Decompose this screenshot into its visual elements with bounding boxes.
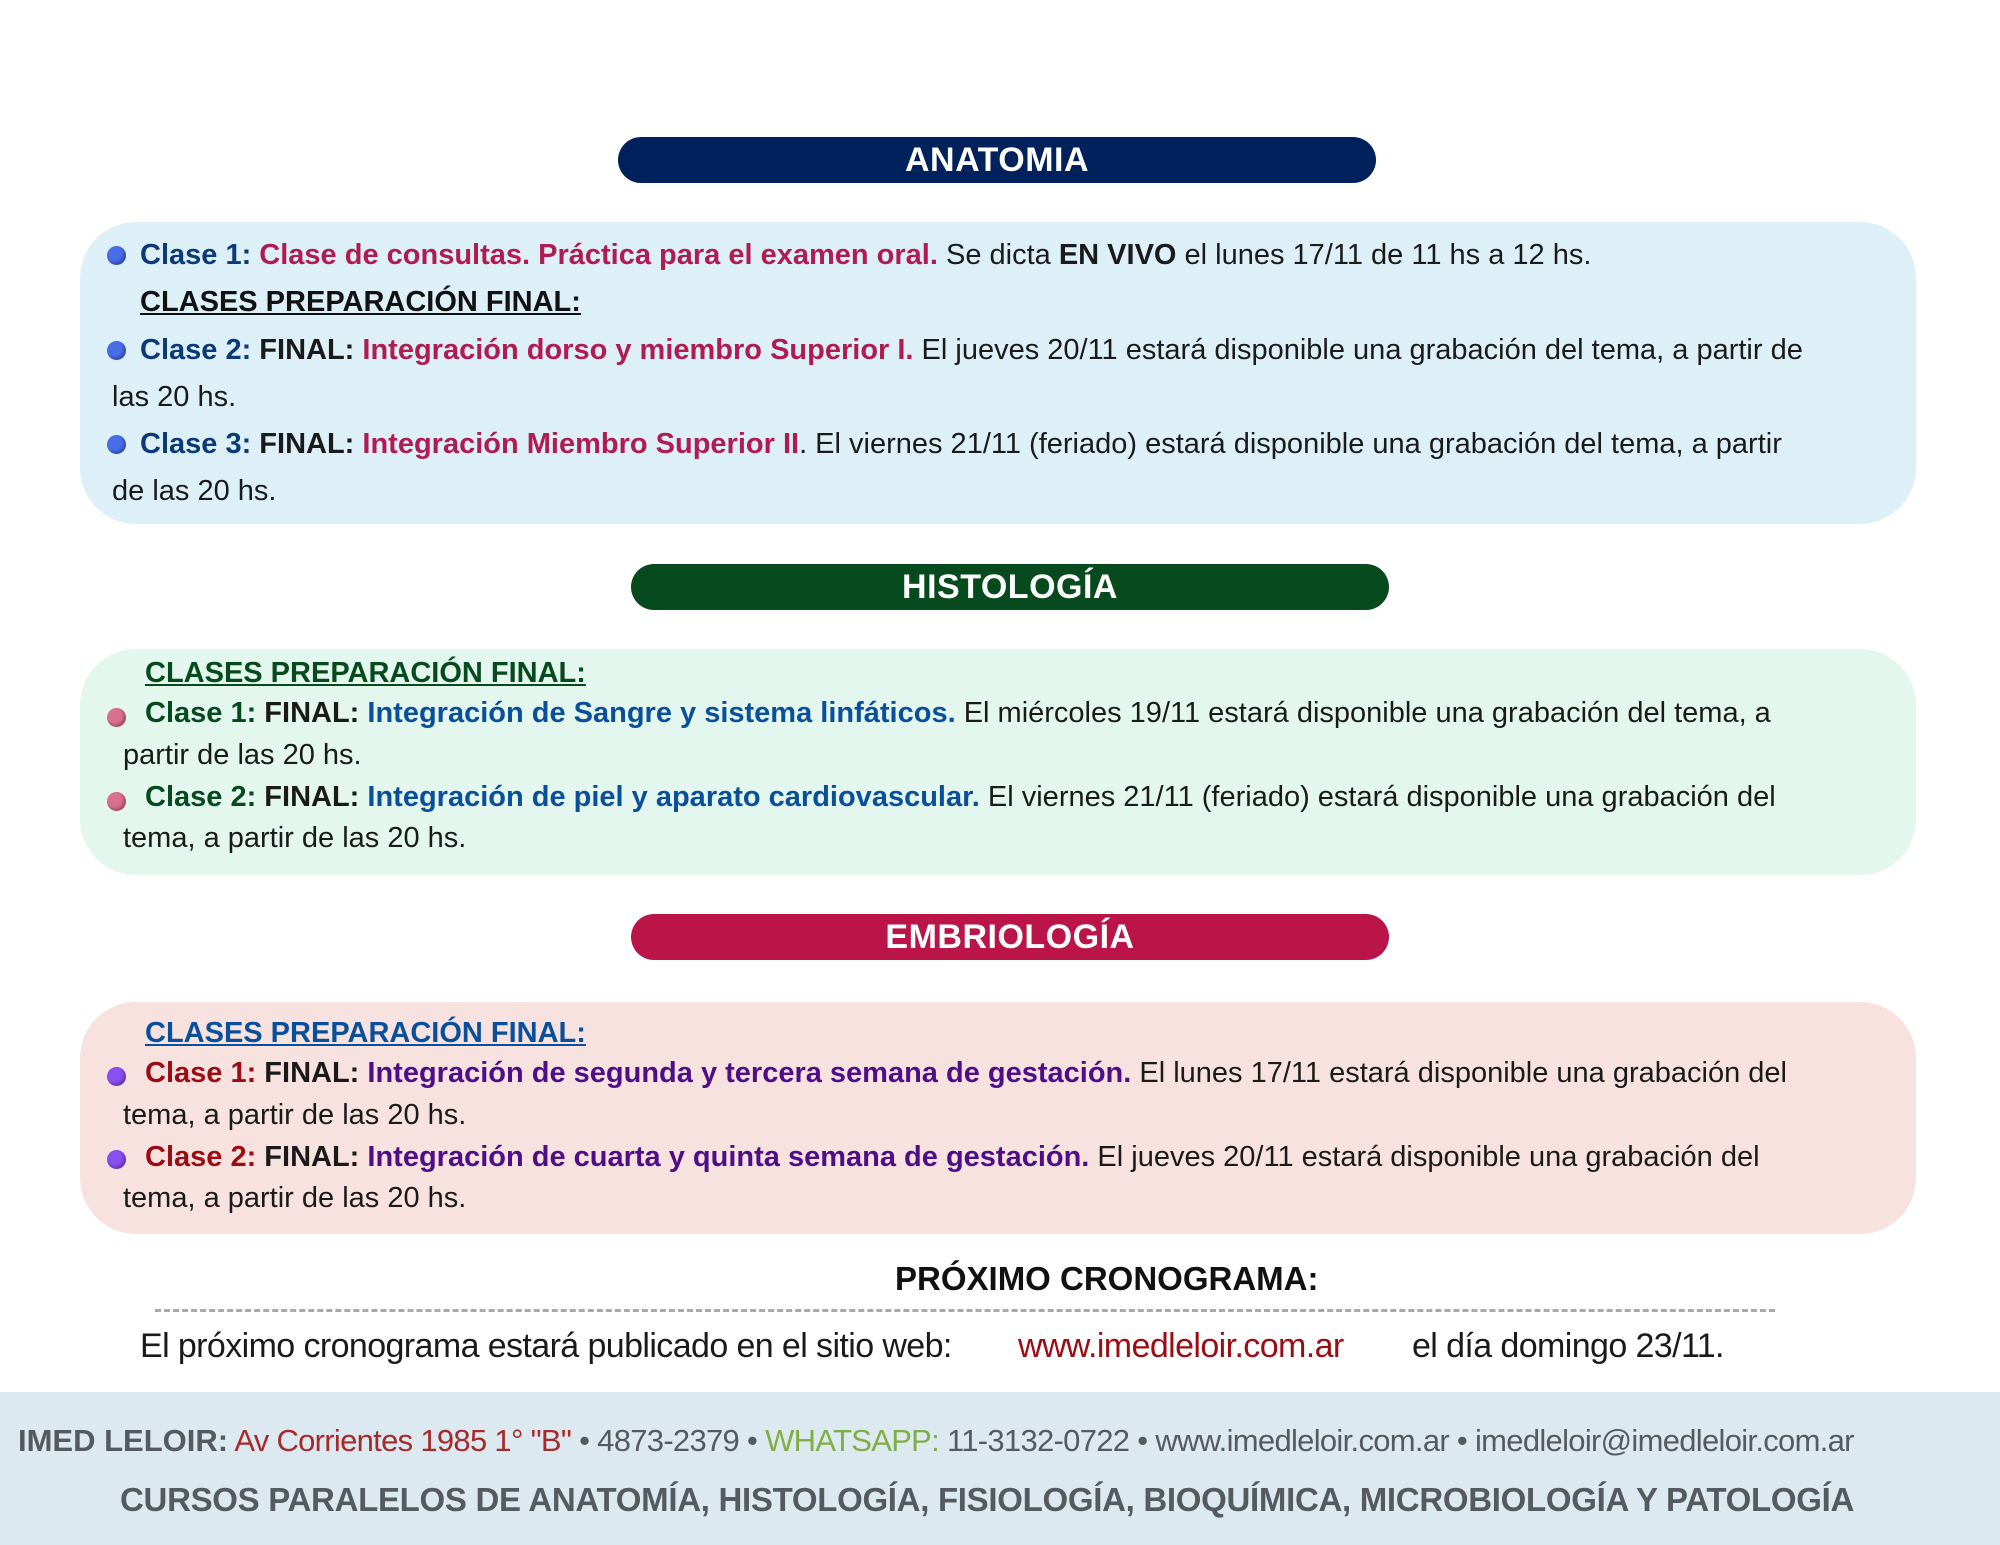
footer: [0, 1392, 2000, 1545]
histologia-header: [631, 564, 1389, 610]
final-label: FINAL:: [256, 1057, 360, 1089]
clase-text: El miércoles 19/11 estará disponible una grabación del tema, a: [955, 697, 1771, 729]
cronograma-heading: [895, 1259, 1319, 1299]
subheading-text: CLASES PREPARACIÓN FINAL:: [140, 286, 581, 318]
purple-dot-icon: [107, 1150, 126, 1169]
final-label: FINAL:: [251, 428, 355, 460]
clase-topic: Clase de consultas. Práctica para el examen oral.: [259, 239, 938, 271]
clase-label: Clase 1:: [145, 1057, 257, 1089]
pink-dot-icon: [107, 792, 126, 811]
clase-topic: Integración de piel y aparato cardiovascular.: [359, 781, 980, 813]
histologia-clase-2: [145, 777, 1776, 817]
anatomia-clase-3-cont: [112, 471, 276, 511]
final-label: FINAL:: [256, 697, 360, 729]
pink-dot-icon: [107, 708, 126, 727]
clase-label: Clase 1:: [145, 697, 257, 729]
en-vivo-label: EN VIVO: [1058, 239, 1177, 271]
clase-label: Clase 2:: [145, 1141, 257, 1173]
footer-phone: • 4873-2379 •: [571, 1423, 758, 1458]
blue-dot-icon: [107, 435, 126, 454]
anatomia-clase-2-cont: [112, 377, 236, 417]
embriologia-clase-2: [145, 1137, 1760, 1177]
clase-text: tema, a partir de las 20 hs.: [123, 1099, 467, 1131]
subheading-text: CLASES PREPARACIÓN FINAL:: [145, 1017, 586, 1049]
anatomia-title: ANATOMIA: [904, 140, 1090, 179]
cronograma-text-2: el día domingo 23/11.: [1412, 1327, 1724, 1365]
clase-text: El viernes 21/11 (feriado) estará disponible una grabación del: [979, 781, 1776, 813]
anatomia-header: [618, 137, 1376, 183]
clase-label: Clase 3:: [140, 428, 252, 460]
final-label: FINAL:: [251, 334, 355, 366]
footer-address: Av Corrientes 1985 1° "B": [234, 1423, 572, 1458]
blue-dot-icon: [107, 246, 126, 265]
clase-topic: Integración dorso y miembro Superior I.: [354, 334, 914, 366]
clase-topic: Integración de segunda y tercera semana de gestación.: [359, 1057, 1132, 1089]
website-link[interactable]: www.imedleloir.com.ar: [1018, 1327, 1344, 1365]
clase-label: Clase 2:: [140, 334, 252, 366]
anatomia-clase-1: [140, 235, 1591, 275]
clase-label: Clase 2:: [145, 781, 257, 813]
clase-text: El jueves 20/11 estará disponible una grabación del tema, a partir de: [913, 334, 1803, 366]
footer-courses-text: CURSOS PARALELOS DE ANATOMÍA, HISTOLOGÍA, FISIOLOGÍA, BIOQUÍMICA, MICROBIOLOGÍA Y PATOLOGÍA: [120, 1481, 1854, 1518]
clase-topic: Integración de cuarta y quinta semana de gestación.: [359, 1141, 1090, 1173]
clase-text: el lunes 17/11 de 11 hs a 12 hs.: [1176, 239, 1592, 271]
clase-text: Se dicta: [937, 239, 1059, 271]
footer-whatsapp-label: WHATSAPP:: [757, 1423, 940, 1458]
histologia-clase-2-cont: [123, 818, 466, 858]
cronograma-date: [1412, 1325, 1724, 1367]
footer-whatsapp: 11-3132-0722 • www.imedleloir.com.ar • imedleloir@imedleloir.com.ar: [939, 1423, 1854, 1458]
blue-dot-icon: [107, 341, 126, 360]
clase-topic: Integración Miembro Superior II: [354, 428, 800, 460]
footer-courses: [120, 1479, 1854, 1521]
histologia-clase-1-cont: [123, 735, 362, 775]
embriologia-header: [631, 914, 1389, 960]
footer-brand: IMED LELOIR:: [18, 1423, 229, 1458]
anatomia-subheading: [140, 282, 581, 322]
final-label: FINAL:: [256, 1141, 360, 1173]
purple-dot-icon: [107, 1067, 126, 1086]
clase-text: tema, a partir de las 20 hs.: [123, 1182, 467, 1214]
clase-text: tema, a partir de las 20 hs.: [123, 822, 467, 854]
footer-contact: [18, 1421, 1854, 1461]
embriologia-subheading: [145, 1013, 586, 1053]
embriologia-clase-1-cont: [123, 1095, 466, 1135]
subheading-text: CLASES PREPARACIÓN FINAL:: [145, 657, 586, 689]
cronograma-text: [140, 1325, 952, 1367]
dashed-divider: [155, 1309, 1775, 1312]
clase-text: de las 20 hs.: [112, 475, 277, 507]
cronograma-text-1: El próximo cronograma estará publicado en el sitio web:: [140, 1327, 952, 1365]
clase-text: El lunes 17/11 estará disponible una grabación del: [1131, 1057, 1787, 1089]
embriologia-clase-1: [145, 1053, 1787, 1093]
histologia-title: HISTOLOGÍA: [902, 567, 1118, 606]
clase-text: partir de las 20 hs.: [123, 739, 362, 771]
histologia-clase-1: [145, 693, 1771, 733]
cronograma-heading-text: PRÓXIMO CRONOGRAMA:: [895, 1260, 1319, 1297]
histologia-subheading: [145, 653, 586, 693]
embriologia-clase-2-cont: [123, 1178, 466, 1218]
clase-text: . El viernes 21/11 (feriado) estará disponible una grabación del tema, a partir: [799, 428, 1782, 460]
cronograma-link-wrap: [1018, 1325, 1344, 1367]
final-label: FINAL:: [256, 781, 360, 813]
clase-text: El jueves 20/11 estará disponible una grabación del: [1089, 1141, 1760, 1173]
anatomia-clase-2: [140, 330, 1803, 370]
anatomia-clase-3: [140, 424, 1782, 464]
clase-label: Clase 1:: [140, 239, 252, 271]
embriologia-title: EMBRIOLOGÍA: [885, 917, 1135, 956]
clase-topic: Integración de Sangre y sistema linfáticos.: [359, 697, 956, 729]
clase-text: las 20 hs.: [112, 381, 237, 413]
